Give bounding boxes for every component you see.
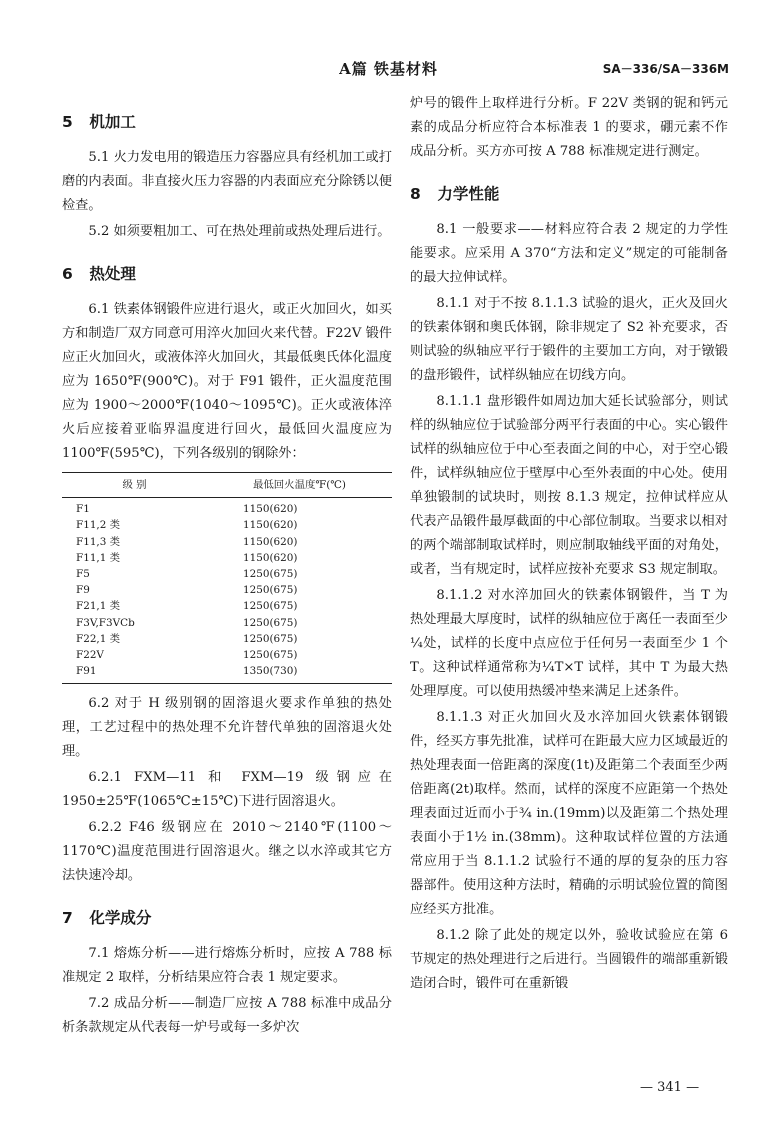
grade-cell: F21,1 类 [76,600,121,613]
section-title: 力学性能 [437,185,500,203]
para-5-1: 5.1 火力发电用的锻造压力容器应具有经机加工或打磨的内表面。非直接火压力容器的内表面应充分除锈以便检查。 [62,150,392,213]
section-8-heading [410,182,728,206]
column-header-grade: 级 别 [62,473,207,498]
grade-cell: F1 [76,503,90,516]
table-row [62,598,392,614]
page-number: — 341 — [640,1080,700,1095]
section-number: 5 [62,113,73,131]
para-7-2: 7.2 成品分析——制造厂应按 A 788 标准中成品分析条款规定从代表每一炉号或每一多炉次 [62,996,392,1036]
grade-cell: F9 [76,584,90,597]
section-title: 机加工 [89,113,136,131]
temperature-cell: 1250(675) [243,632,298,645]
temperature-cell: 1350(730) [243,665,298,678]
table-row [62,615,392,631]
grade-cell: F22V [76,649,104,662]
table-row [62,663,392,684]
standard-code: SA－336/SA－336M [602,62,729,76]
section-5-heading [62,110,392,134]
table-row [62,517,392,533]
table-row [62,534,392,550]
temperature-cell: 1150(620) [243,519,298,532]
right-column [410,92,728,998]
section-title: 化学成分 [89,909,152,928]
table-row [62,582,392,598]
left-column [62,92,392,1042]
para-7-2-continued: 炉号的锻件上取样进行分析。F 22V 类钢的铌和钙元素的成品分析应符合本标准表 1 的要求，硼元素不作成品分析。买方亦可按 A 788 标准规定进行测定。 [410,96,728,159]
grade-cell: F11,1 类 [76,551,121,564]
grade-cell: F11,3 类 [76,535,121,548]
para-6-1: 6.1 铁素体钢锻件应进行退火，或正火加回火，如买方和制造厂双方同意可用淬火加回火来代替。F22V 锻件应正火加回火，或液体淬火加回火，其最低奥氏体化温度应为 1650℉(900℃)。对于 F91 锻件，正火温度范围应为 1900～2000℉(1040～1095℃)。正火或液体淬火后应接着亚临界温度进行回火，最低回火温度应为 1100℉(595℃)，下列各级别的钢除外： [62,302,392,461]
table-row [62,631,392,647]
para-7-1: 7.1 熔炼分析——进行熔炼分析时，应按 A 788 标准规定 2 取样，分析结果应符合表 1 规定要求。 [62,946,392,986]
section-7-heading [62,906,392,930]
temperature-cell: 1150(620) [243,503,298,516]
tempering-temperature-table [62,472,392,684]
section-number: 7 [62,909,73,928]
para-8-1-1-3: 8.1.1.3 对正火加回火及水淬加回火铁素体钢锻件，经买方事先批准，试样可在距最大应力区域最近的热处理表面一倍距离的深度(1t)及距第二个表面至少两倍距离(2t)取样。然而，试样的深度不应距第一个热处理表面过近而小于¾ in.(19mm)以及距第二个热处理表面小于1½ in.(38mm)。这种取试样位置的方法通常应用于当 8.1.1.2 试验行不通的厚的复杂的压力容器部件。使用这种方法时，精确的示明试验位置的简图应经买方批准。 [410,710,728,917]
grade-cell: F11,2 类 [76,519,121,532]
para-5-2: 5.2 如须要粗加工、可在热处理前或热处理后进行。 [88,224,391,239]
column-header-temperature: 最低回火温度℉(℃) [207,473,392,498]
temperature-cell: 1150(620) [243,535,298,548]
temperature-cell: 1250(675) [243,616,298,629]
temperature-cell: 1250(675) [243,584,298,597]
grade-cell: F22,1 类 [76,632,121,645]
para-6-2-1: 6.2.1 FXM—11 和 FXM—19 级钢应在 1950±25℉(1065℃±15℃)下进行固溶退火。 [62,770,392,810]
para-8-1: 8.1 一般要求——材料应符合表 2 规定的力学性能要求。应采用 A 370“方法和定义”规定的可能制备的最大拉伸试样。 [410,222,728,285]
para-8-1-2: 8.1.2 除了此处的规定以外，验收试验应在第 6 节规定的热处理进行之后进行。当圆锻件的端部重新锻造闭合时，锻件可在重新锻 [410,928,728,991]
grade-cell: F91 [76,665,97,678]
temperature-cell: 1250(675) [243,600,298,613]
section-title: 热处理 [89,265,136,283]
para-6-2: 6.2 对于 H 级别钢的固溶退火要求作单独的热处理，工艺过程中的热处理不允许替代单独的固溶退火处理。 [62,696,392,760]
table-header-row [62,473,392,498]
temperature-cell: 1250(675) [243,649,298,662]
section-6-heading [62,262,392,286]
para-6-2-2: 6.2.2 F46 级钢应在 2010～2140℉(1100～1170℃)温度范围进行固溶退火。继之以水淬或其它方法快速冷却。 [62,820,392,884]
para-8-1-1: 8.1.1 对于不按 8.1.1.3 试验的退火，正火及回火的铁素体钢和奥氏体钢，除非规定了 S2 补充要求，否则试验的纵轴应平行于锻件的主要加工方向，对于镦锻的盘形锻件，试样纵轴应在切线方向。 [410,296,728,383]
temperature-cell: 1150(620) [243,551,298,564]
section-number: 6 [62,265,73,283]
para-8-1-1-1: 8.1.1.1 盘形锻件如周边加大延长试验部分，则试样的纵轴应位于试验部分两平行表面的中心。实心锻件试样的纵轴应位于中心至表面之间的中心，对于空心锻件，试样纵轴应位于壁厚中心至外表面的中心处。使用单独锻制的试块时，则按 8.1.3 规定，拉伸试样应从代表产品锻件最厚截面的中心部位制取。当要求以相对的两个端部制取试样时，则应制取轴线平面的对角处，或者，当有规定时，试样应按补充要求 S3 规定制取。 [410,394,728,577]
table-row [62,550,392,566]
grade-cell: F3V,F3VCb [76,616,135,629]
section-number: 8 [410,185,421,203]
page-header-title: A篇 铁基材料 [339,60,438,78]
table-row [62,566,392,582]
para-8-1-1-2: 8.1.1.2 对水淬加回火的铁素体钢锻件，当 T 为热处理最大厚度时，试样的纵轴应位于离任一表面至少¼处，试样的长度中点应位于任何另一表面至少 1 个 T。这种试样通常称为¼T×T 试样，其中 T 为最大热处理厚度。可以使用热缓冲垫来满足上述条件。 [410,588,728,699]
table-row [62,647,392,663]
grade-cell: F5 [76,568,90,581]
temperature-cell: 1250(675) [243,568,298,581]
table-row [62,498,392,518]
